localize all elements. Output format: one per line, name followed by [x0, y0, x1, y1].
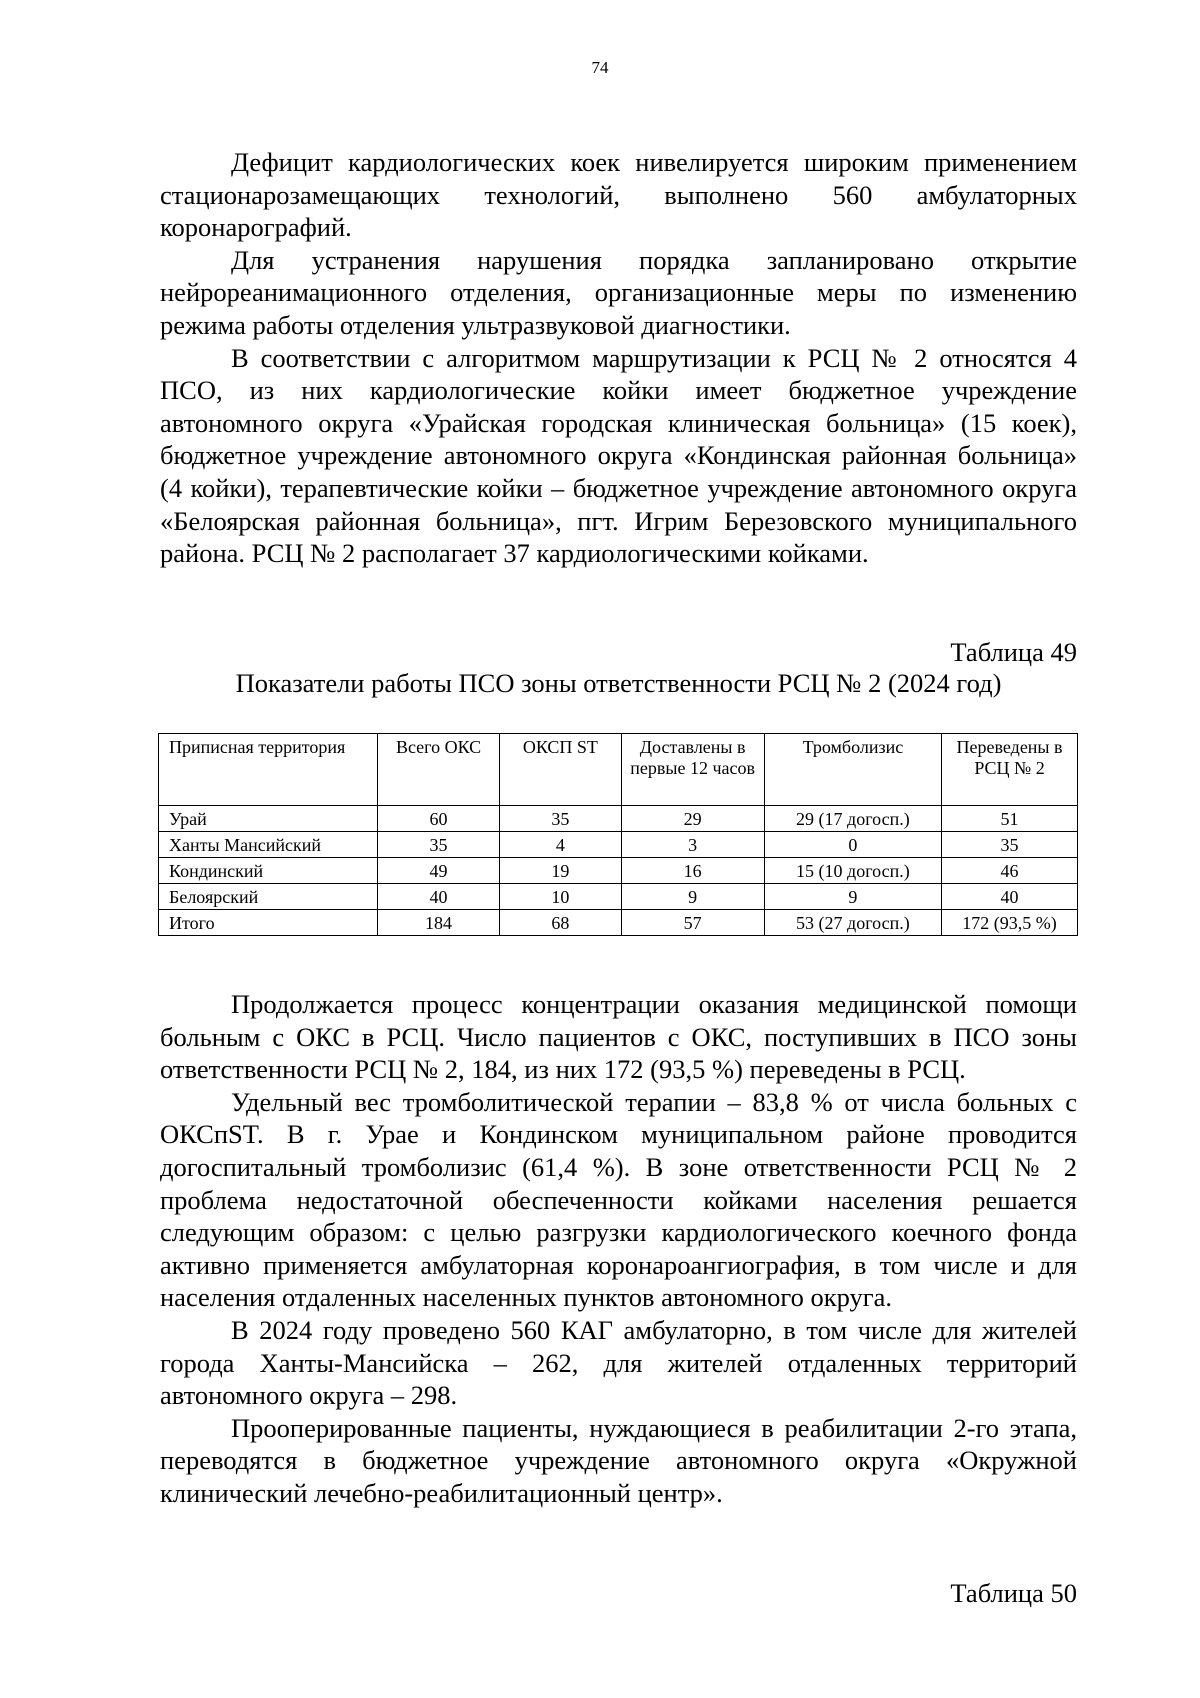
table-cell: 46	[942, 858, 1078, 884]
table-row	[159, 858, 1078, 884]
column-header-transferred: Переведены в РСЦ № 2	[942, 734, 1078, 806]
paragraph: Прооперированные пациенты, нуждающиеся в реабилитации 2-го этапа, переводятся в бюджетное учреждение автономного округа «Окружной клинический лечебно-реабилитационный центр».	[160, 1412, 1077, 1508]
paragraph: Удельный вес тромболитической терапии – 83,8 % от числа больных с ОКСпST. В г. Урае и Кондинском муниципальном районе проводится догоспитальный тромболизис (61,4 %). В зоне ответственности РСЦ № 2 проблема недостаточной обеспеченности койками населения решается следующим образом: с целью разгрузки кардиологического коечного фонда активно применяется амбулаторная коронароангиография, в том числе и для населения отдаленных населенных пунктов автономного округа.	[160, 1086, 1077, 1313]
column-header-territory: Приписная территория	[159, 734, 378, 806]
text-block-top	[160, 146, 1077, 570]
table-cell: 0	[764, 832, 941, 858]
table-cell: 15 (10 догосп.)	[764, 858, 941, 884]
table-header-row	[159, 734, 1078, 806]
table-row-total	[159, 910, 1078, 936]
table-cell: Кондинский	[159, 858, 378, 884]
paragraph: В соответствии с алгоритмом маршрутизации к РСЦ № 2 относятся 4 ПСО, из них кардиологические койки имеет бюджетное учреждение автономного округа «Урайская городская клиническая больница» (15 коек), бюджетное учреждение автономного округа «Кондинская районная больница» (4 койки), терапевтические койки – бюджетное учреждение автономного округа «Белоярская районная больница», пгт. Игрим Березовского муниципального района. РСЦ № 2 располагает 37 кардиологическими койками.	[160, 342, 1077, 569]
column-header-delivered-12h: Доставлены в первые 12 часов	[621, 734, 764, 806]
table-cell: 9	[621, 884, 764, 910]
paragraph: В 2024 году проведено 560 КАГ амбулаторно, в том числе для жителей города Ханты-Мансийска – 262, для жителей отдаленных территорий автономного округа – 298.	[160, 1314, 1077, 1411]
table-49-label: Таблица 49	[950, 637, 1077, 667]
table-cell: 29	[621, 806, 764, 832]
table-cell: Ханты Мансийский	[159, 832, 378, 858]
paragraph: Продолжается процесс концентрации оказания медицинской помощи больным с ОКС в РСЦ. Число пациентов с ОКС, поступивших в ПСО зоны ответственности РСЦ № 2, 184, из них 172 (93,5 %) переведены в РСЦ.	[160, 989, 1077, 1085]
table-row	[159, 832, 1078, 858]
table-49-title: Показатели работы ПСО зоны ответственности РСЦ № 2 (2024 год)	[235, 668, 1002, 698]
table-cell: 35	[942, 832, 1078, 858]
table-cell: 57	[621, 910, 764, 936]
table-cell: 16	[621, 858, 764, 884]
column-header-total-oks: Всего ОКС	[377, 734, 499, 806]
table-cell: 10	[500, 884, 621, 910]
paragraph: Дефицит кардиологических коек нивелируется широким применением стационарозамещающих технологий, выполнено 560 амбулаторных коронарографий.	[160, 147, 1077, 243]
table-cell: Урай	[159, 806, 378, 832]
table-49	[158, 733, 1078, 936]
table-cell: 40	[942, 884, 1078, 910]
table-row	[159, 806, 1078, 832]
table-cell: Белоярский	[159, 884, 378, 910]
text-block-bottom	[160, 988, 1077, 1510]
table-cell: 19	[500, 858, 621, 884]
table-cell: 9	[764, 884, 941, 910]
table-cell: 40	[377, 884, 499, 910]
table-cell: 51	[942, 806, 1078, 832]
paragraph: Для устранения нарушения порядка запланировано открытие нейрореанимационного отделения, организационные меры по изменению режима работы отделения ультразвуковой диагностики.	[160, 244, 1077, 340]
page-number: 74	[591, 58, 609, 77]
column-header-thrombolysis: Тромболизис	[764, 734, 941, 806]
table-cell: 60	[377, 806, 499, 832]
table-cell: 35	[377, 832, 499, 858]
column-header-oksp-st: ОКСП ST	[500, 734, 621, 806]
table-row	[159, 884, 1078, 910]
table-cell: 172 (93,5 %)	[942, 910, 1078, 936]
table-cell: 68	[500, 910, 621, 936]
table-cell: 184	[377, 910, 499, 936]
table-cell: 53 (27 догосп.)	[764, 910, 941, 936]
table-cell: Итого	[159, 910, 378, 936]
table-cell: 49	[377, 858, 499, 884]
table-50-label: Таблица 50	[950, 1578, 1077, 1608]
table-cell: 35	[500, 806, 621, 832]
table-cell: 29 (17 догосп.)	[764, 806, 941, 832]
table-cell: 4	[500, 832, 621, 858]
table-cell: 3	[621, 832, 764, 858]
